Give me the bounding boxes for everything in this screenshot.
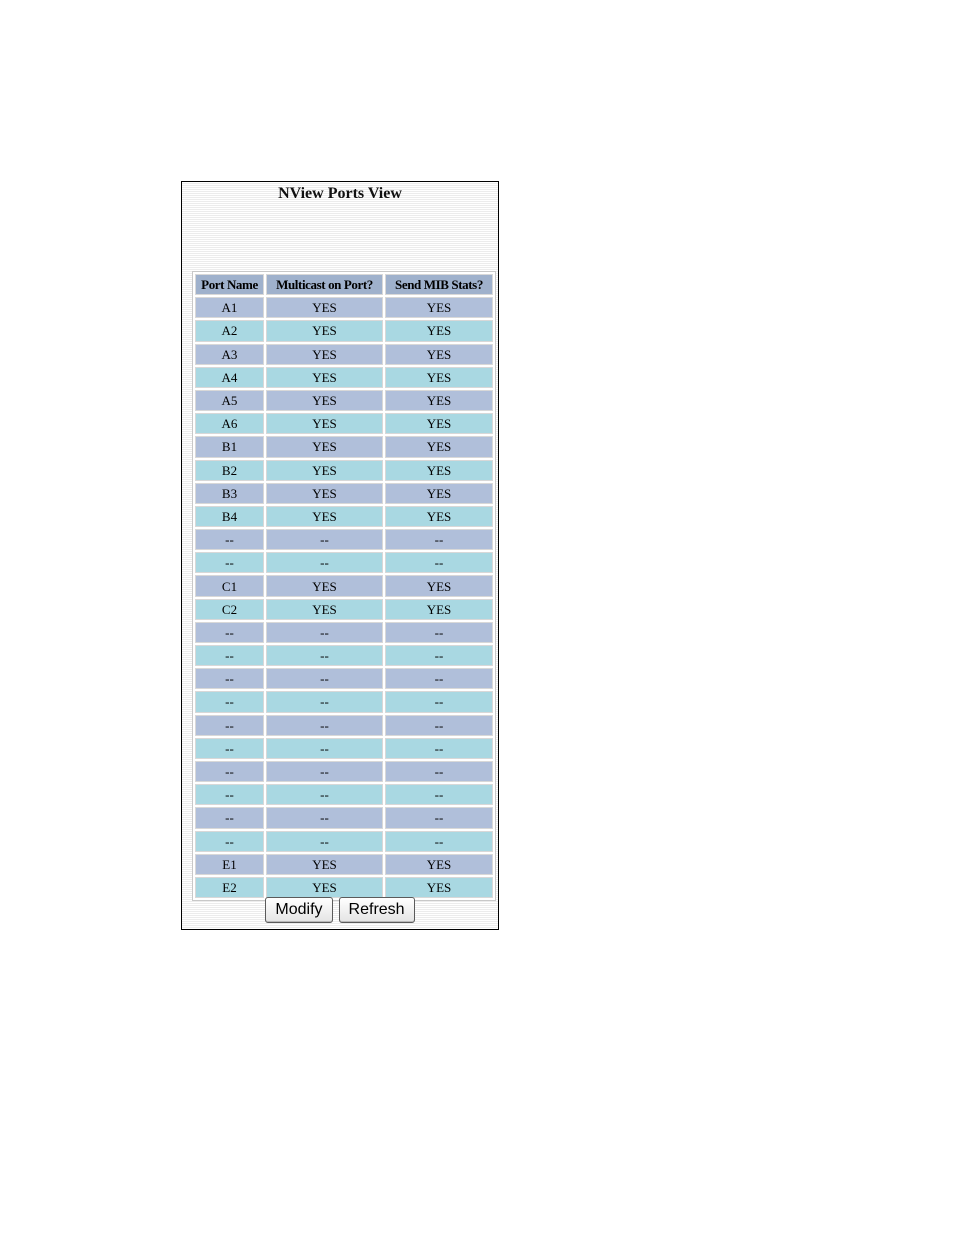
- mib-stats-cell: --: [385, 831, 493, 852]
- table-row: [195, 529, 493, 550]
- table-row: [195, 668, 493, 689]
- mib-stats-cell: --: [385, 761, 493, 782]
- multicast-cell: YES: [266, 877, 383, 898]
- nview-ports-panel: [181, 181, 499, 930]
- table-row: [195, 320, 493, 341]
- port-name-cell: --: [195, 691, 264, 712]
- table-row: [195, 599, 493, 620]
- mib-stats-cell: --: [385, 715, 493, 736]
- port-name-cell: E1: [195, 854, 264, 875]
- table-row: [195, 297, 493, 318]
- port-name-cell: --: [195, 807, 264, 828]
- table-row: [195, 738, 493, 759]
- table-row: [195, 854, 493, 875]
- port-name-cell: --: [195, 761, 264, 782]
- mib-stats-cell: YES: [385, 344, 493, 365]
- port-name-cell: --: [195, 738, 264, 759]
- port-name-cell: A5: [195, 390, 264, 411]
- mib-stats-cell: --: [385, 784, 493, 805]
- mib-stats-cell: YES: [385, 297, 493, 318]
- table-header-row: [195, 274, 493, 295]
- port-name-cell: A6: [195, 413, 264, 434]
- mib-stats-cell: YES: [385, 390, 493, 411]
- port-name-cell: A3: [195, 344, 264, 365]
- table-row: [195, 483, 493, 504]
- column-header-port-name: Port Name: [195, 274, 264, 295]
- table-row: [195, 807, 493, 828]
- mib-stats-cell: --: [385, 645, 493, 666]
- table-row: [195, 761, 493, 782]
- port-name-cell: --: [195, 715, 264, 736]
- multicast-cell: --: [266, 622, 383, 643]
- multicast-cell: YES: [266, 483, 383, 504]
- multicast-cell: YES: [266, 297, 383, 318]
- mib-stats-cell: --: [385, 552, 493, 573]
- port-name-cell: --: [195, 831, 264, 852]
- table-row: [195, 367, 493, 388]
- table-row: [195, 506, 493, 527]
- multicast-cell: YES: [266, 599, 383, 620]
- mib-stats-cell: YES: [385, 413, 493, 434]
- port-name-cell: B3: [195, 483, 264, 504]
- port-name-cell: A1: [195, 297, 264, 318]
- multicast-cell: --: [266, 715, 383, 736]
- refresh-button[interactable]: Refresh: [339, 897, 415, 923]
- multicast-cell: --: [266, 529, 383, 550]
- port-name-cell: B2: [195, 460, 264, 481]
- mib-stats-cell: YES: [385, 320, 493, 341]
- mib-stats-cell: YES: [385, 506, 493, 527]
- page-title: NView Ports View: [278, 185, 402, 202]
- port-name-cell: --: [195, 668, 264, 689]
- table-row: [195, 436, 493, 457]
- column-header-multicast: Multicast on Port?: [266, 274, 383, 295]
- multicast-cell: YES: [266, 436, 383, 457]
- port-name-cell: --: [195, 552, 264, 573]
- multicast-cell: --: [266, 807, 383, 828]
- modify-button[interactable]: Modify: [265, 897, 332, 923]
- mib-stats-cell: --: [385, 738, 493, 759]
- table-row: [195, 645, 493, 666]
- multicast-cell: YES: [266, 390, 383, 411]
- table-row: [195, 413, 493, 434]
- mib-stats-cell: YES: [385, 575, 493, 596]
- multicast-cell: YES: [266, 367, 383, 388]
- multicast-cell: --: [266, 761, 383, 782]
- mib-stats-cell: --: [385, 691, 493, 712]
- multicast-cell: --: [266, 691, 383, 712]
- multicast-cell: --: [266, 552, 383, 573]
- mib-stats-cell: --: [385, 668, 493, 689]
- mib-stats-cell: YES: [385, 460, 493, 481]
- multicast-cell: YES: [266, 460, 383, 481]
- ports-table-body: [195, 297, 493, 898]
- multicast-cell: YES: [266, 413, 383, 434]
- port-name-cell: A2: [195, 320, 264, 341]
- mib-stats-cell: --: [385, 529, 493, 550]
- mib-stats-cell: YES: [385, 854, 493, 875]
- port-name-cell: B4: [195, 506, 264, 527]
- multicast-cell: --: [266, 668, 383, 689]
- column-header-mib-stats: Send MIB Stats?: [385, 274, 493, 295]
- mib-stats-cell: YES: [385, 367, 493, 388]
- port-name-cell: E2: [195, 877, 264, 898]
- port-name-cell: --: [195, 529, 264, 550]
- port-name-cell: B1: [195, 436, 264, 457]
- table-row: [195, 691, 493, 712]
- multicast-cell: YES: [266, 575, 383, 596]
- multicast-cell: --: [266, 738, 383, 759]
- port-name-cell: A4: [195, 367, 264, 388]
- table-row: [195, 390, 493, 411]
- table-row: [195, 575, 493, 596]
- mib-stats-cell: --: [385, 807, 493, 828]
- button-bar: [182, 897, 498, 923]
- table-row: [195, 784, 493, 805]
- multicast-cell: --: [266, 784, 383, 805]
- multicast-cell: YES: [266, 320, 383, 341]
- multicast-cell: YES: [266, 344, 383, 365]
- ports-table: [192, 271, 496, 901]
- table-row: [195, 344, 493, 365]
- multicast-cell: YES: [266, 506, 383, 527]
- table-row: [195, 552, 493, 573]
- table-row: [195, 831, 493, 852]
- port-name-cell: C2: [195, 599, 264, 620]
- mib-stats-cell: YES: [385, 483, 493, 504]
- mib-stats-cell: --: [385, 622, 493, 643]
- port-name-cell: --: [195, 622, 264, 643]
- mib-stats-cell: YES: [385, 436, 493, 457]
- mib-stats-cell: YES: [385, 877, 493, 898]
- port-name-cell: --: [195, 784, 264, 805]
- table-row: [195, 622, 493, 643]
- multicast-cell: --: [266, 645, 383, 666]
- table-row: [195, 715, 493, 736]
- table-row: [195, 877, 493, 898]
- multicast-cell: YES: [266, 854, 383, 875]
- mib-stats-cell: YES: [385, 599, 493, 620]
- port-name-cell: --: [195, 645, 264, 666]
- multicast-cell: --: [266, 831, 383, 852]
- port-name-cell: C1: [195, 575, 264, 596]
- table-row: [195, 460, 493, 481]
